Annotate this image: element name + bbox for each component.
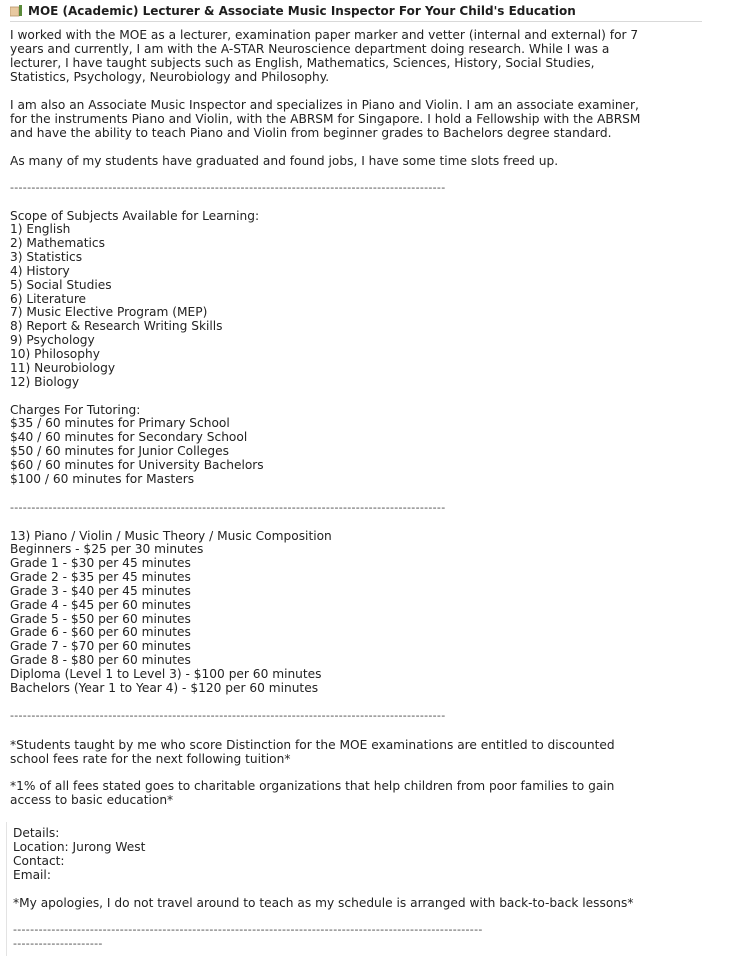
- details-heading: Details:: [13, 826, 60, 840]
- list-item: Beginners - $25 per 30 minutes: [10, 542, 204, 556]
- post-title: MOE (Academic) Lecturer & Associate Music Inspector For Your Child's Education: [28, 4, 576, 18]
- location-line: Location: Jurong West: [13, 840, 146, 854]
- list-item: Grade 3 - $40 per 45 minutes: [10, 583, 191, 598]
- intro-paragraph-2: I am also an Associate Music Inspector and specializes in Piano and Violin. I am an associate examiner, for the instruments Piano and Violin, with the ABRSM for Singapore. I hold a Fellowship with the ABRSM and have the ability to teach Piano and Violin from beginner grades to Bachelors degree standard.: [10, 98, 641, 140]
- list-item: 4) History: [10, 263, 70, 278]
- list-item: Grade 2 - $35 per 45 minutes: [10, 569, 191, 584]
- list-item: Grade 8 - $80 per 60 minutes: [10, 653, 191, 668]
- list-item: $35 / 60 minutes for Primary School: [10, 416, 230, 430]
- list-item: Grade 6 - $60 per 60 minutes: [10, 625, 191, 640]
- list-item: Bachelors (Year 1 to Year 4) - $120 per 60 minutes: [10, 681, 319, 696]
- list-item: 12) Biology: [10, 374, 80, 389]
- subjects-heading: Scope of Subjects Available for Learning:: [10, 209, 260, 223]
- separator-line: --------------------------------------------------------------------------------------------------------------: [13, 923, 483, 936]
- intro-paragraph-3: As many of my students have graduated and found jobs, I have some time slots freed up.: [10, 154, 559, 168]
- list-item: $40 / 60 minutes for Secondary School: [10, 429, 248, 444]
- distinction-note: *Students taught by me who score Distinction for the MOE examinations are entitled to discounted school fees rate for the next following tuition*: [10, 738, 615, 766]
- list-item: 10) Philosophy: [10, 347, 100, 362]
- separator-line: ------------------------------------------------------------------------------------------------------: [10, 501, 446, 514]
- list-item: 2) Mathematics: [10, 235, 105, 250]
- list-item: 6) Literature: [10, 291, 87, 306]
- list-item: 9) Psychology: [10, 333, 95, 348]
- list-item: Diploma (Level 1 to Level 3) - $100 per 60 minutes: [10, 667, 322, 682]
- list-item: Grade 7 - $70 per 60 minutes: [10, 639, 191, 654]
- subjects-list: [10, 223, 223, 390]
- list-item: 1) English: [10, 222, 71, 236]
- intro-paragraph-1: I worked with the MOE as a lecturer, examination paper marker and vetter (internal and external) for 7 years and currently, I am with the A-STAR Neuroscience department doing research. While I was a lecturer, I have taught subjects such as English, Mathematics, Sciences, History, Social Studies, Statistics, Psychology, Neurobiology and Philosophy.: [10, 28, 639, 84]
- separator-line: ------------------------------------------------------------------------------------------------------: [10, 181, 446, 194]
- list-item: Grade 1 - $30 per 45 minutes: [10, 555, 191, 570]
- list-item: Grade 5 - $50 per 60 minutes: [10, 611, 191, 626]
- post-icon: [10, 5, 23, 17]
- list-item: 8) Report & Research Writing Skills: [10, 319, 223, 334]
- contact-line: Contact:: [13, 854, 65, 868]
- list-item: $100 / 60 minutes for Masters: [10, 471, 195, 486]
- post-header: [10, 3, 702, 22]
- email-line: Email:: [13, 868, 51, 882]
- details-block: [6, 822, 687, 956]
- list-item: $50 / 60 minutes for Junior Colleges: [10, 443, 229, 458]
- music-heading: 13) Piano / Violin / Music Theory / Music Composition: [10, 529, 332, 543]
- separator-line: ------------------------------------------------------------------------------------------------------: [10, 709, 446, 722]
- list-item: $60 / 60 minutes for University Bachelors: [10, 457, 264, 472]
- music-fees-list: [10, 543, 322, 696]
- separator-line: ---------------------: [13, 937, 103, 950]
- charges-list: [10, 417, 264, 487]
- list-item: 11) Neurobiology: [10, 361, 116, 376]
- charges-heading: Charges For Tutoring:: [10, 403, 141, 417]
- list-item: 3) Statistics: [10, 249, 83, 264]
- list-item: 7) Music Elective Program (MEP): [10, 305, 208, 320]
- list-item: Grade 4 - $45 per 60 minutes: [10, 597, 191, 612]
- list-item: 5) Social Studies: [10, 277, 112, 292]
- travel-apology-note: *My apologies, I do not travel around to teach as my schedule is arranged with back-to-back lessons*: [13, 896, 634, 910]
- charity-note: *1% of all fees stated goes to charitable organizations that help children from poor families to gain access to basic education*: [10, 779, 615, 807]
